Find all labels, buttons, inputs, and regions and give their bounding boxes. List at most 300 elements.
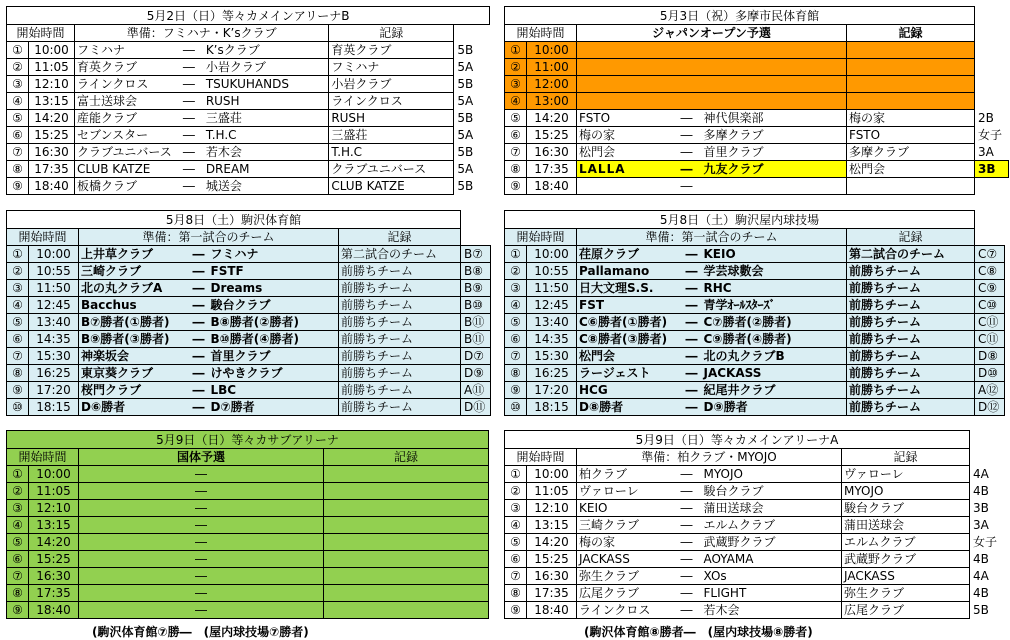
division-label: B⑦ (461, 246, 491, 263)
division-label: 5B (457, 179, 474, 193)
record-team: FSTO (847, 127, 975, 144)
header-prep: 準備：第一試合のチーム (79, 229, 339, 246)
record-team: T.H.C (329, 144, 454, 161)
match-number: ⑨ (7, 178, 29, 195)
match-dash: ― (79, 585, 324, 602)
start-time: 15:25 (527, 127, 577, 144)
team-a: 東京葵クラブ (79, 365, 189, 382)
record-team: RUSH (329, 110, 454, 127)
record-team: 前勝ちチーム (339, 399, 461, 416)
record-team (847, 76, 975, 93)
match-number: ⑦ (7, 348, 29, 365)
match-number: ② (7, 59, 29, 76)
record-team: ラインクロス (329, 93, 454, 110)
header-start-time: 開始時間 (7, 25, 75, 42)
table-row (7, 500, 489, 517)
table-row (7, 42, 490, 59)
table-row (505, 127, 1009, 144)
team-a: 柏クラブ (577, 466, 672, 483)
match-dash: ― (682, 331, 702, 348)
match-dash: ― (672, 585, 702, 602)
match-number: ② (7, 263, 29, 280)
division-label: 5B (973, 603, 989, 617)
division-label: A⑫ (975, 382, 1005, 399)
header-start-time: 開始時間 (505, 25, 577, 42)
team-a: 育英クラブ (75, 59, 174, 76)
record-team: 松門会 (847, 161, 975, 178)
division-label: 5A (457, 162, 474, 176)
match-number: ② (505, 483, 527, 500)
division-label: B⑪ (461, 331, 491, 348)
match-dash: ― (79, 534, 324, 551)
record-team: 前勝ちチーム (339, 297, 461, 314)
team-b: K’sクラブ (204, 42, 329, 59)
team-b: 小岩クラブ (204, 59, 329, 76)
start-time: 12:45 (527, 297, 577, 314)
team-a: CLUB KATZE (75, 161, 174, 178)
division-label: 4B (973, 552, 989, 566)
record-team: フミハナ (329, 59, 454, 76)
table-row (505, 178, 1009, 195)
match-number: ⑤ (505, 110, 527, 127)
match-dash: ― (174, 127, 204, 144)
team-a: LALLA (577, 161, 672, 178)
team-b: DREAM (204, 161, 329, 178)
team-a: D⑧勝者 (577, 399, 682, 416)
start-time: 15:25 (29, 127, 75, 144)
team-b: B⑩勝者(④勝者) (209, 331, 339, 348)
team-a: Pallamano (577, 263, 682, 280)
match-dash: ― (672, 500, 702, 517)
team-a: 弥生クラブ (577, 568, 672, 585)
record-team: 前勝ちチーム (339, 280, 461, 297)
match-dash (672, 42, 702, 59)
match-dash: ― (79, 500, 324, 517)
table-row (7, 331, 491, 348)
table-row (7, 466, 489, 483)
match-number: ③ (7, 500, 29, 517)
schedule-block-may9-main-a (504, 430, 1004, 619)
table-row (7, 127, 490, 144)
match-number: ⑩ (7, 399, 29, 416)
record-team: 前勝ちチーム (847, 365, 975, 382)
table-row (505, 144, 1009, 161)
division-label: C⑩ (975, 297, 1005, 314)
record-team: 前勝ちチーム (847, 280, 975, 297)
match-dash: ― (189, 314, 209, 331)
team-b: 北の丸クラブB (702, 348, 847, 365)
team-a: C⑥勝者(①勝者) (577, 314, 682, 331)
team-a: FSTO (577, 110, 672, 127)
match-dash: ― (672, 568, 702, 585)
team-b: 三盛荘 (204, 110, 329, 127)
record-team: 駿台クラブ (842, 500, 970, 517)
team-b: 紀尾井クラブ (702, 382, 847, 399)
table-row (505, 568, 1004, 585)
division-label: D⑨ (461, 365, 491, 382)
team-b (702, 42, 847, 59)
team-a: 桜門クラブ (79, 382, 189, 399)
table-row (7, 551, 489, 568)
table-row (505, 348, 1005, 365)
table-row (7, 399, 491, 416)
header-start-time: 開始時間 (505, 449, 577, 466)
record-team: 育英クラブ (329, 42, 454, 59)
team-a: 産能クラブ (75, 110, 174, 127)
start-time: 14:20 (29, 110, 75, 127)
team-b: RUSH (204, 93, 329, 110)
division-label: C⑪ (975, 314, 1005, 331)
match-number: ④ (7, 517, 29, 534)
start-time: 16:25 (29, 365, 79, 382)
record-cell (324, 551, 489, 568)
match-dash: ― (672, 466, 702, 483)
record-team: 前勝ちチーム (847, 348, 975, 365)
match-number: ⑨ (505, 602, 527, 619)
division-label: B⑧ (461, 263, 491, 280)
team-b: 神代倶楽部 (702, 110, 847, 127)
match-number: ③ (505, 76, 527, 93)
table-row (7, 280, 491, 297)
match-dash: ― (682, 246, 702, 263)
table-row (7, 365, 491, 382)
division-label: C⑧ (975, 263, 1005, 280)
start-time: 17:20 (29, 382, 79, 399)
record-team: エルムクラブ (842, 534, 970, 551)
match-number: ① (7, 246, 29, 263)
start-time: 13:15 (29, 93, 75, 110)
record-cell (324, 534, 489, 551)
match-number: ① (7, 42, 29, 59)
match-dash: ― (189, 331, 209, 348)
block-title: 5月9日（日）等々カメインアリーナA (505, 431, 970, 449)
division-label: A⑪ (461, 382, 491, 399)
table-row (505, 500, 1004, 517)
match-dash: ― (189, 399, 209, 416)
table-row (505, 466, 1004, 483)
match-dash: ― (79, 568, 324, 585)
match-dash: ― (79, 602, 324, 619)
division-label: B⑩ (461, 297, 491, 314)
team-a: 梅の家 (577, 127, 672, 144)
match-number: ⑥ (7, 127, 29, 144)
record-team: 梅の家 (847, 110, 975, 127)
division-label: D⑧ (975, 348, 1005, 365)
match-number: ① (505, 42, 527, 59)
table-row (7, 483, 489, 500)
start-time: 16:30 (29, 144, 75, 161)
team-b: 首里クラブ (702, 144, 847, 161)
start-time: 10:00 (527, 42, 577, 59)
team-a: D⑥勝者 (79, 399, 189, 416)
record-cell (324, 483, 489, 500)
match-number: ⑥ (7, 551, 29, 568)
start-time: 18:15 (29, 399, 79, 416)
team-b: MYOJO (702, 466, 842, 483)
match-number: ⑤ (505, 314, 527, 331)
record-cell (324, 517, 489, 534)
team-b: D⑨勝者 (702, 399, 847, 416)
record-team: 前勝ちチーム (847, 331, 975, 348)
match-number: ② (505, 263, 527, 280)
match-number: ② (505, 59, 527, 76)
start-time: 17:35 (527, 585, 577, 602)
table-row (7, 585, 489, 602)
team-b: 青学ｵｰﾙｽﾀｰｽﾞ (702, 297, 847, 314)
start-time: 16:25 (527, 365, 577, 382)
match-dash: ― (682, 280, 702, 297)
table-row (505, 331, 1005, 348)
record-team: クラブユニバース (329, 161, 454, 178)
team-a: 三崎クラブ (577, 517, 672, 534)
table-row (505, 246, 1005, 263)
header-prep: 準備：柏クラブ・MYOJO (577, 449, 842, 466)
record-team: 前勝ちチーム (847, 263, 975, 280)
match-number: ⑨ (505, 178, 527, 195)
header-record: 記録 (339, 229, 461, 246)
record-team (847, 93, 975, 110)
record-team: 前勝ちチーム (847, 399, 975, 416)
team-a: 三崎クラブ (79, 263, 189, 280)
team-b (702, 76, 847, 93)
table-row (505, 76, 1009, 93)
match-dash: ― (672, 144, 702, 161)
division-label: 4A (973, 467, 989, 481)
division-label: 4B (973, 484, 989, 498)
record-team (847, 178, 975, 195)
match-number: ⑦ (505, 144, 527, 161)
record-cell (324, 568, 489, 585)
header-record: 記録 (847, 229, 975, 246)
match-dash: ― (189, 348, 209, 365)
match-dash: ― (682, 297, 702, 314)
table-row (505, 517, 1004, 534)
header-record: 記録 (842, 449, 970, 466)
match-number: ⑩ (505, 399, 527, 416)
match-number: ⑨ (505, 382, 527, 399)
match-number: ⑧ (505, 585, 527, 602)
match-number: ③ (505, 280, 527, 297)
record-team: MYOJO (842, 483, 970, 500)
team-a: ラインクロス (75, 76, 174, 93)
start-time: 10:00 (29, 466, 79, 483)
start-time: 11:50 (29, 280, 79, 297)
division-label: 5A (457, 60, 474, 74)
record-team: 前勝ちチーム (847, 382, 975, 399)
match-number: ⑧ (7, 161, 29, 178)
record-team: 多摩クラブ (847, 144, 975, 161)
team-b: B⑧勝者(②勝者) (209, 314, 339, 331)
match-number: ⑥ (505, 127, 527, 144)
table-row (505, 59, 1009, 76)
start-time: 12:00 (527, 76, 577, 93)
match-number: ⑦ (7, 568, 29, 585)
team-a: JACKASS (577, 551, 672, 568)
start-time: 10:00 (29, 42, 75, 59)
team-b: 学芸球數会 (702, 263, 847, 280)
match-dash: ― (682, 382, 702, 399)
match-dash: ― (672, 483, 702, 500)
division-label: C⑨ (975, 280, 1005, 297)
team-a: 上井草クラブ (79, 246, 189, 263)
team-b (702, 59, 847, 76)
match-dash: ― (79, 551, 324, 568)
start-time: 14:35 (29, 331, 79, 348)
team-a: C⑧勝者(③勝者) (577, 331, 682, 348)
table-row (7, 110, 490, 127)
team-b: FSTF (209, 263, 339, 280)
record-team: JACKASS (842, 568, 970, 585)
block-title: 5月8日（土）駒沢屋内球技場 (505, 211, 975, 229)
match-number: ⑨ (7, 602, 29, 619)
division-label: 4B (973, 586, 989, 600)
match-number: ⑧ (505, 365, 527, 382)
table-row (7, 263, 491, 280)
header-start-time: 開始時間 (505, 229, 577, 246)
match-dash: ― (672, 534, 702, 551)
start-time: 12:10 (29, 76, 75, 93)
record-team: 前勝ちチーム (339, 348, 461, 365)
match-number: ② (7, 483, 29, 500)
table-row (505, 585, 1004, 602)
start-time: 12:10 (29, 500, 79, 517)
start-time: 13:15 (527, 517, 577, 534)
table-row (7, 161, 490, 178)
match-dash: ― (174, 59, 204, 76)
match-number: ① (505, 246, 527, 263)
table-row (7, 93, 490, 110)
match-dash: ― (682, 365, 702, 382)
start-time: 14:35 (527, 331, 577, 348)
start-time: 13:40 (29, 314, 79, 331)
table-row (505, 110, 1009, 127)
match-number: ③ (505, 500, 527, 517)
match-dash: ― (672, 161, 702, 178)
table-row (505, 483, 1004, 500)
table-row (505, 42, 1009, 59)
start-time: 11:05 (527, 483, 577, 500)
match-dash: ― (174, 93, 204, 110)
match-dash: ― (79, 483, 324, 500)
match-number: ⑥ (7, 331, 29, 348)
team-b: T.H.C (204, 127, 329, 144)
division-label: D⑦ (461, 348, 491, 365)
match-number: ⑥ (505, 331, 527, 348)
division-label: 3B (975, 161, 1009, 178)
table-row (505, 314, 1005, 331)
record-team: 武蔵野クラブ (842, 551, 970, 568)
start-time: 16:30 (527, 144, 577, 161)
match-number: ④ (7, 297, 29, 314)
table-row (7, 144, 490, 161)
team-b (702, 93, 847, 110)
team-a: クラブユニバース (75, 144, 174, 161)
start-time: 13:00 (527, 93, 577, 110)
record-team: 前勝ちチーム (339, 314, 461, 331)
team-b: エルムクラブ (702, 517, 842, 534)
record-team: 前勝ちチーム (339, 263, 461, 280)
match-dash: ― (672, 178, 702, 195)
header-start-time: 開始時間 (7, 229, 79, 246)
table-row (7, 314, 491, 331)
division-label: 5A (457, 128, 474, 142)
match-number: ③ (7, 280, 29, 297)
schedule-block-may3-tama (504, 6, 1009, 195)
start-time: 18:40 (527, 178, 577, 195)
division-label: D⑩ (975, 365, 1005, 382)
table-row (7, 246, 491, 263)
record-cell (324, 500, 489, 517)
table-row (505, 551, 1004, 568)
table-row (7, 76, 490, 93)
match-dash: ― (672, 127, 702, 144)
team-a: B⑨勝者(③勝者) (79, 331, 189, 348)
start-time: 11:50 (527, 280, 577, 297)
table-row (7, 517, 489, 534)
start-time: 16:30 (29, 568, 79, 585)
record-cell (324, 466, 489, 483)
team-a: Bacchus (79, 297, 189, 314)
team-b: Dreams (209, 280, 339, 297)
start-time: 18:40 (29, 602, 79, 619)
division-label: 3A (973, 518, 989, 532)
team-b: 駿台クラブ (702, 483, 842, 500)
team-a (577, 178, 672, 195)
match-dash (672, 93, 702, 110)
match-dash: ― (189, 382, 209, 399)
team-b: 城送会 (204, 178, 329, 195)
record-team: 前勝ちチーム (339, 365, 461, 382)
header-record: 記録 (847, 25, 975, 42)
header-japan-open-qualifier: ジャパンオープン予選 (577, 25, 847, 42)
bracket-note: (駒沢体育館⑧勝者― (屋内球技場⑧勝者) (584, 625, 813, 639)
match-number: ⑤ (7, 534, 29, 551)
record-team: 前勝ちチーム (339, 331, 461, 348)
table-row (7, 568, 489, 585)
team-b: RHC (702, 280, 847, 297)
division-label: B⑨ (461, 280, 491, 297)
start-time: 17:35 (29, 161, 75, 178)
division-label: D⑫ (975, 399, 1005, 416)
team-a: 松門会 (577, 144, 672, 161)
record-team: 第二試合のチーム (847, 246, 975, 263)
match-dash: ― (682, 348, 702, 365)
record-team: CLUB KATZE (329, 178, 454, 195)
match-dash: ― (189, 297, 209, 314)
start-time: 10:00 (527, 246, 577, 263)
team-b: 駿台クラブ (209, 297, 339, 314)
start-time: 10:55 (29, 263, 79, 280)
team-b: LBC (209, 382, 339, 399)
match-number: ⑦ (505, 348, 527, 365)
team-a: 荏原クラブ (577, 246, 682, 263)
team-b: KEIO (702, 246, 847, 263)
table-row (505, 263, 1005, 280)
team-b: JACKASS (702, 365, 847, 382)
division-label: 女子 (978, 128, 1003, 142)
division-label: B⑪ (461, 314, 491, 331)
match-number: ④ (7, 93, 29, 110)
team-b: 首里クラブ (209, 348, 339, 365)
table-row (7, 382, 491, 399)
header-prep: 準備：フミハナ・K’sクラブ (75, 25, 329, 42)
header-national-qualifier: 国体予選 (79, 449, 324, 466)
team-a: 梅の家 (577, 534, 672, 551)
team-a: HCG (577, 382, 682, 399)
start-time: 18:40 (527, 602, 577, 619)
division-label: 女子 (973, 535, 998, 549)
block-title: 5月8日（土）駒沢体育館 (7, 211, 461, 229)
